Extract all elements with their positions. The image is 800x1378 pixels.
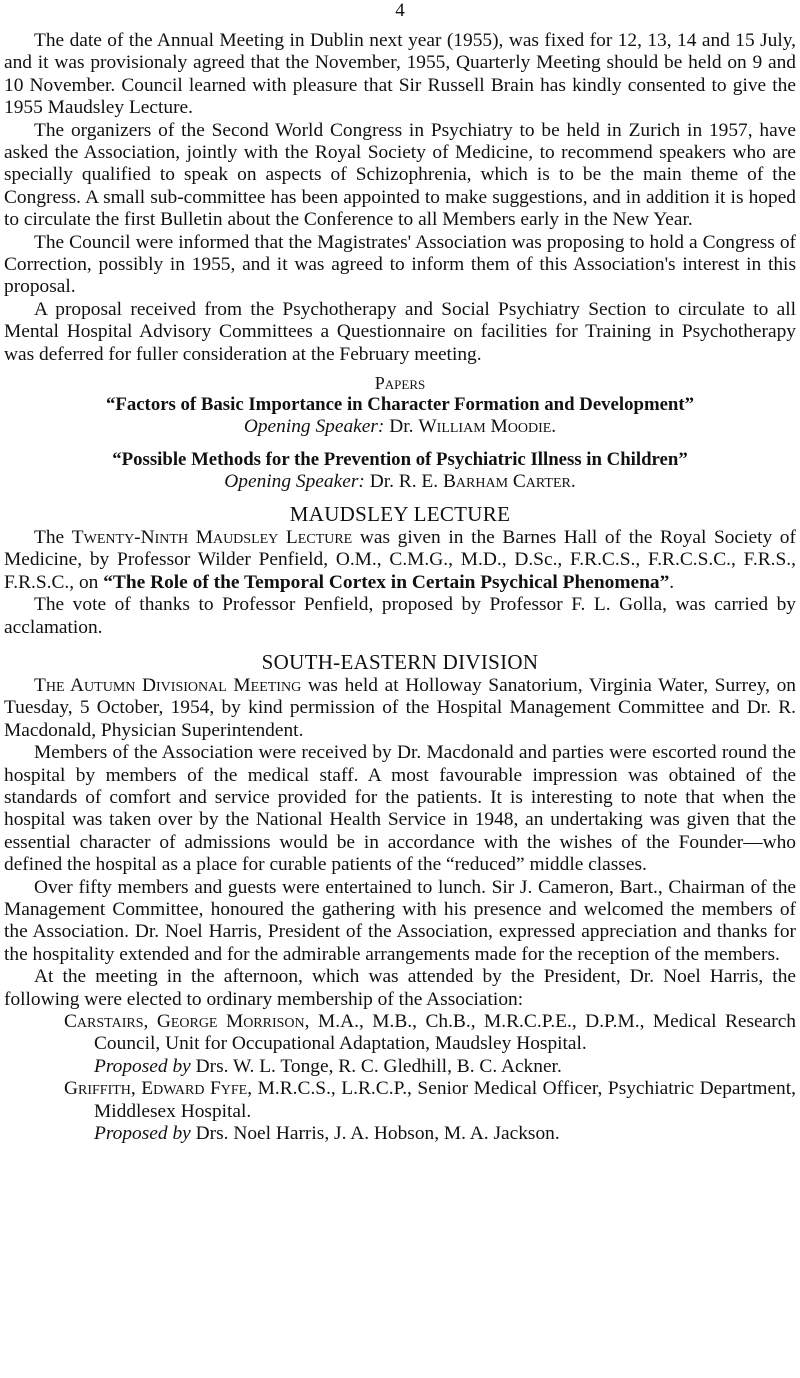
paragraph-world-congress: The organizers of the Second World Congress in Psychiatry to be held in Zurich in 1957, have asked the Association, jointly with the Royal Society of Medicine, to recommend speakers who are specially qualified to speak on aspects of Schizophrenia, which is to be the main theme of the Congress. A small sub-committee has been appointed to make suggestions, and in addition it is hoped to circulate the first Bulletin about the Conference to all Members early in the New Year. <box>4 119 796 231</box>
proposers-names: Drs. W. L. Tonge, R. C. Gledhill, B. C. Ackner. <box>195 1055 562 1077</box>
paragraph-autumn-meeting <box>4 675 796 742</box>
speaker-prefix: Dr. R. E. <box>369 470 439 492</box>
papers-heading: Papers <box>374 373 426 394</box>
member-details: M.A., M.B., Ch.B., M.R.C.P.E., D.P.M., Medical Research Council, Unit for Occupational Adaptation, Maudsley Hospital. <box>94 1011 796 1055</box>
lead-word: The <box>34 526 65 548</box>
proposed-label: Proposed by <box>94 1055 191 1077</box>
paragraph-maudsley-lecture <box>4 527 796 594</box>
paragraph-psychotherapy-proposal: A proposal received from the Psychotherapy and Social Psychiatry Section to circulate to all Mental Hospital Advisory Committees a Questionnaire on facilities for Training in Psychotherapy was deferred for fuller consideration at the February meeting. <box>4 298 796 365</box>
member-entry <box>4 1078 796 1123</box>
speaker-name: Barham Carter. <box>442 470 576 492</box>
speaker-prefix: Dr. <box>389 416 414 438</box>
page-number: 4 <box>395 0 405 21</box>
paper-title-1: “Factors of Basic Importance in Character Formation and Development” <box>105 394 695 416</box>
meeting-name: The Autumn Divisional Meeting <box>34 674 302 696</box>
paragraph-annual-meeting: The date of the Annual Meeting in Dublin next year (1955), was fixed for 12, 13, 14 and 15 July, and it was provisionaly agreed that the November, 1955, Quarterly Meeting should be held on 9 and 10 November. Council learned with pleasure that Sir Russell Brain has kindly consented to give the 1955 Maudsley Lecture. <box>4 30 796 119</box>
paragraph-vote-of-thanks: The vote of thanks to Professor Penfield, proposed by Professor F. L. Golla, was carried by acclamation. <box>4 594 796 638</box>
member-proposers <box>4 1056 796 1078</box>
paper-speaker-1 <box>4 416 796 438</box>
speaker-name: William Moodie. <box>418 416 557 438</box>
meeting-text: was held at Holloway Sanatorium, Virginia Water, Surrey, on Tuesday, 5 October, 1954, by kind permission of the Hospital Management Committee and Dr. R. Macdonald, Physician Superintendent. <box>4 674 796 741</box>
proposers-names: Drs. Noel Harris, J. A. Hobson, M. A. Jackson. <box>195 1123 560 1145</box>
member-proposers <box>4 1123 796 1145</box>
lecture-title: “The Role of the Temporal Cortex in Certain Psychical Phenomena” <box>103 571 670 593</box>
member-details: M.R.C.S., L.R.C.P., Senior Medical Officer, Psychiatric Department, Middlesex Hospital. <box>94 1078 796 1122</box>
paper-speaker-2 <box>4 471 796 493</box>
proposed-label: Proposed by <box>94 1123 191 1145</box>
paper-title-2: “Possible Methods for the Prevention of Psychiatric Illness in Children” <box>112 448 688 470</box>
speaker-label: Opening Speaker: <box>224 470 365 492</box>
paragraph-magistrates: The Council were informed that the Magistrates' Association was proposing to hold a Congress of Correction, possibly in 1955, and it was agreed to inform them of this Association's interest in this proposal. <box>4 231 796 298</box>
paragraph-hospital-visit: Members of the Association were received by Dr. Macdonald and parties were escorted round the hospital by members of the medical staff. A most favourable impression was obtained of the standards of comfort and service provided for the patients. It is interesting to note that when the hospital was taken over by the National Health Service in 1948, an undertaking was given that the essential character of admissions would be in accordance with the wishes of the Founder—who defined the hospital as a place for curable patients of the “reduced” middle classes. <box>4 742 796 876</box>
lecture-end: . <box>669 571 675 593</box>
paragraph-lunch: Over fifty members and guests were entertained to lunch. Sir J. Cameron, Bart., Chairman of the Management Committee, honoured the gathering with his presence and welcomed the members of the Association. Dr. Noel Harris, President of the Association, expressed appreciation and thanks for the hospitality extended and for the admirable arrangements made for the reception of the members. <box>4 876 796 965</box>
southeastern-heading: SOUTH-EASTERN DIVISION <box>261 649 539 674</box>
member-name: Griffith, Edward Fyfe, <box>64 1078 253 1100</box>
maudsley-heading: MAUDSLEY LECTURE <box>289 501 511 526</box>
speaker-label: Opening Speaker: <box>243 416 385 438</box>
member-name: Carstairs, George Morrison, <box>64 1011 310 1033</box>
lecture-name: Twenty-Ninth Maudsley Lecture <box>71 526 353 548</box>
member-entry <box>4 1011 796 1056</box>
paragraph-election: At the meeting in the afternoon, which was attended by the President, Dr. Noel Harris, the following were elected to ordinary membership of the Association: <box>4 966 796 1010</box>
lecture-text: was given in the Barnes Hall of the Royal Society of Medicine, by Professor Wilder Penfield, O.M., C.M.G., M.D., D.Sc., F.R.C.S., F.R.C.S.C., F.R.S., F.R.S.C., on <box>4 526 796 593</box>
